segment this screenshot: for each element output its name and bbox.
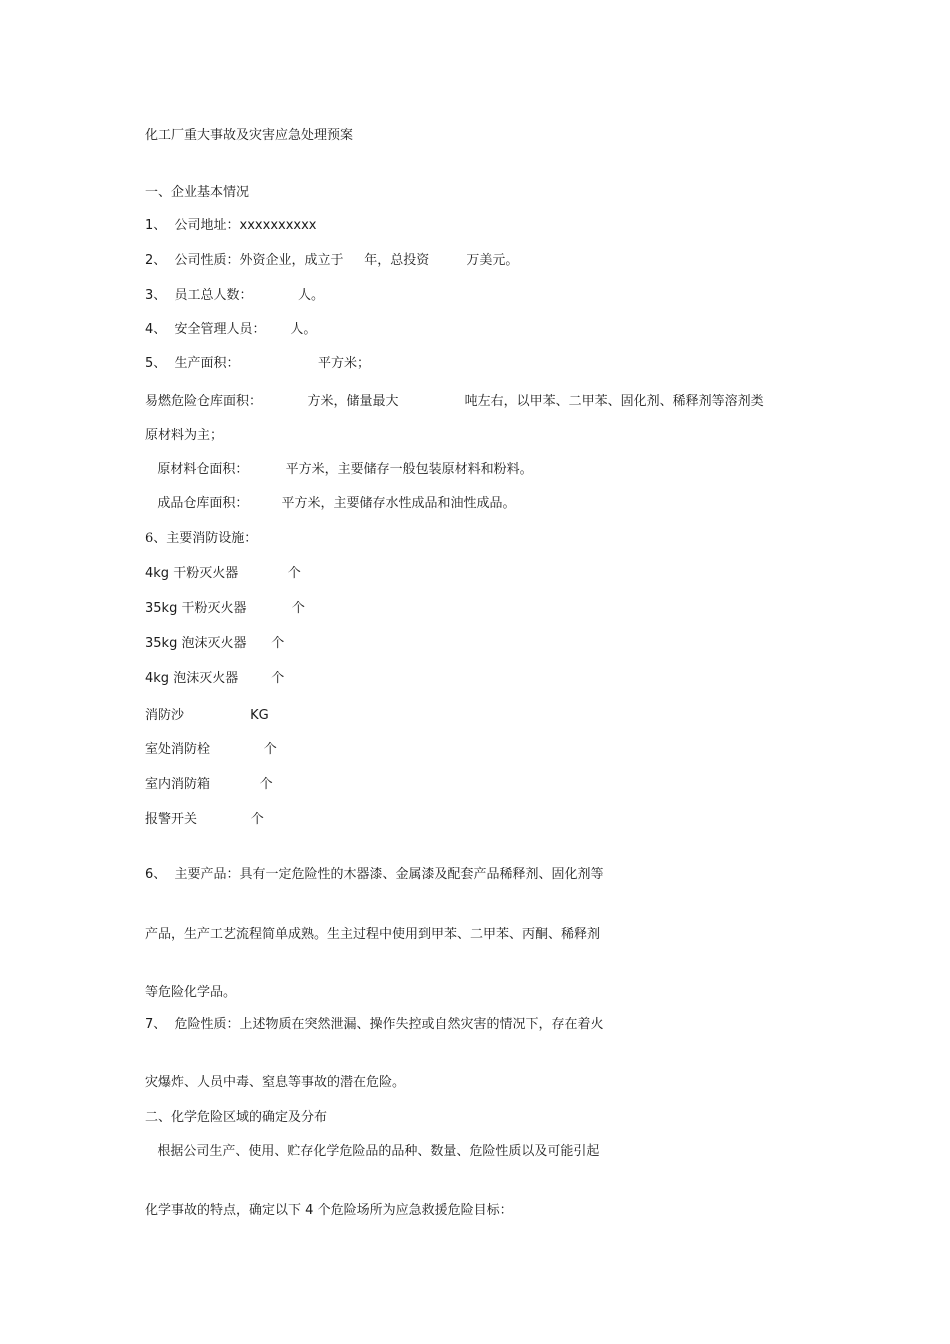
facility-spec: 4kg — [145, 566, 170, 581]
fire-facility-item: 室处消防栓 个 — [145, 742, 277, 757]
products-line-1 — [145, 867, 604, 883]
document-title: 化工厂重大事故及灾害应急处理预案 — [145, 128, 354, 143]
item-2-nature — [145, 253, 518, 269]
section-2-paragraph-line-2 — [145, 1203, 513, 1219]
section-2-heading: 二、化学危险区域的确定及分布 — [145, 1110, 328, 1125]
address-value: xxxxxxxxxx — [239, 218, 317, 233]
warehouse-line-2: 原材料为主； — [145, 428, 224, 443]
fire-facilities-heading: 6、主要消防设施： — [145, 531, 258, 546]
item-4-safety-staff — [145, 322, 316, 338]
warehouse-line-1: 易燃危险仓库面积： 方米，储量最大 吨左右，以甲苯、二甲苯、固化剂、稀释剂等溶剂类 — [145, 394, 764, 409]
fire-facility-item — [145, 708, 269, 724]
facility-text: 泡沫灭火器 个 — [177, 636, 285, 651]
item-number: 2、 — [145, 253, 167, 268]
fire-facility-item — [145, 566, 301, 582]
item-number: 3、 — [145, 288, 167, 303]
facility-text: 消防沙 — [145, 708, 251, 723]
item-number: 7、 — [145, 1017, 167, 1032]
fire-facility-item — [145, 671, 284, 687]
item-number: 1、 — [145, 218, 167, 233]
item-number: 5、 — [145, 356, 167, 371]
item-3-employees — [145, 288, 324, 304]
facility-text: 干粉灭火器 个 — [169, 566, 301, 581]
fire-facility-item — [145, 601, 305, 617]
item-5-production-area — [145, 356, 370, 372]
item-text: 公司地址： — [166, 218, 240, 233]
facility-spec: 35kg — [145, 601, 178, 616]
products-line-3: 等危险化学品。 — [145, 985, 237, 1000]
item-text: 员工总人数： 人。 — [166, 288, 325, 303]
item-number: 6、 — [145, 867, 167, 882]
hazard-line-1 — [145, 1017, 604, 1033]
products-line-2: 产品，生产工艺流程简单成熟。生主过程中使用到甲苯、二甲苯、丙酮、稀释剂 — [145, 927, 601, 942]
item-text: 生产面积： 平方米； — [166, 356, 371, 371]
item-1-address — [145, 218, 316, 234]
facility-text: 泡沫灭火器 个 — [169, 671, 285, 686]
item-text: 主要产品：具有一定危险性的木器漆、金属漆及配套产品稀释剂、固化剂等 — [166, 867, 604, 882]
raw-material-warehouse: 原材料仓面积： 平方米，主要储存一般包装原材料和粉料。 — [145, 462, 533, 477]
paragraph-text: 化学事故的特点，确定以下 — [145, 1203, 302, 1218]
target-count: 4 — [301, 1203, 318, 1218]
facility-spec: 4kg — [145, 671, 170, 686]
item-text: 公司性质：外资企业，成立于 年，总投资 万美元。 — [166, 253, 519, 268]
paragraph-text: 个危险场所为应急救援危险目标： — [317, 1203, 513, 1218]
hazard-line-2: 灾爆炸、人员中毒、窒息等事故的潜在危险。 — [145, 1075, 406, 1090]
item-text: 安全管理人员： 人。 — [166, 322, 317, 337]
item-text: 危险性质：上述物质在突然泄漏、操作失控或自然灾害的情况下，存在着火 — [166, 1017, 604, 1032]
fire-facility-item: 报警开关 个 — [145, 812, 264, 827]
finished-goods-warehouse: 成品仓库面积： 平方米，主要储存水性成品和油性成品。 — [145, 496, 516, 511]
fire-facility-item: 室内消防箱 个 — [145, 777, 273, 792]
item-number: 4、 — [145, 322, 167, 337]
facility-text: 干粉灭火器 个 — [177, 601, 305, 616]
section-1-heading: 一、企业基本情况 — [145, 185, 250, 200]
fire-facility-item — [145, 636, 284, 652]
section-2-paragraph-line-1: 根据公司生产、使用、贮存化学危险品的品种、数量、危险性质以及可能引起 — [145, 1144, 600, 1159]
facility-unit: KG — [250, 708, 269, 723]
facility-spec: 35kg — [145, 636, 178, 651]
